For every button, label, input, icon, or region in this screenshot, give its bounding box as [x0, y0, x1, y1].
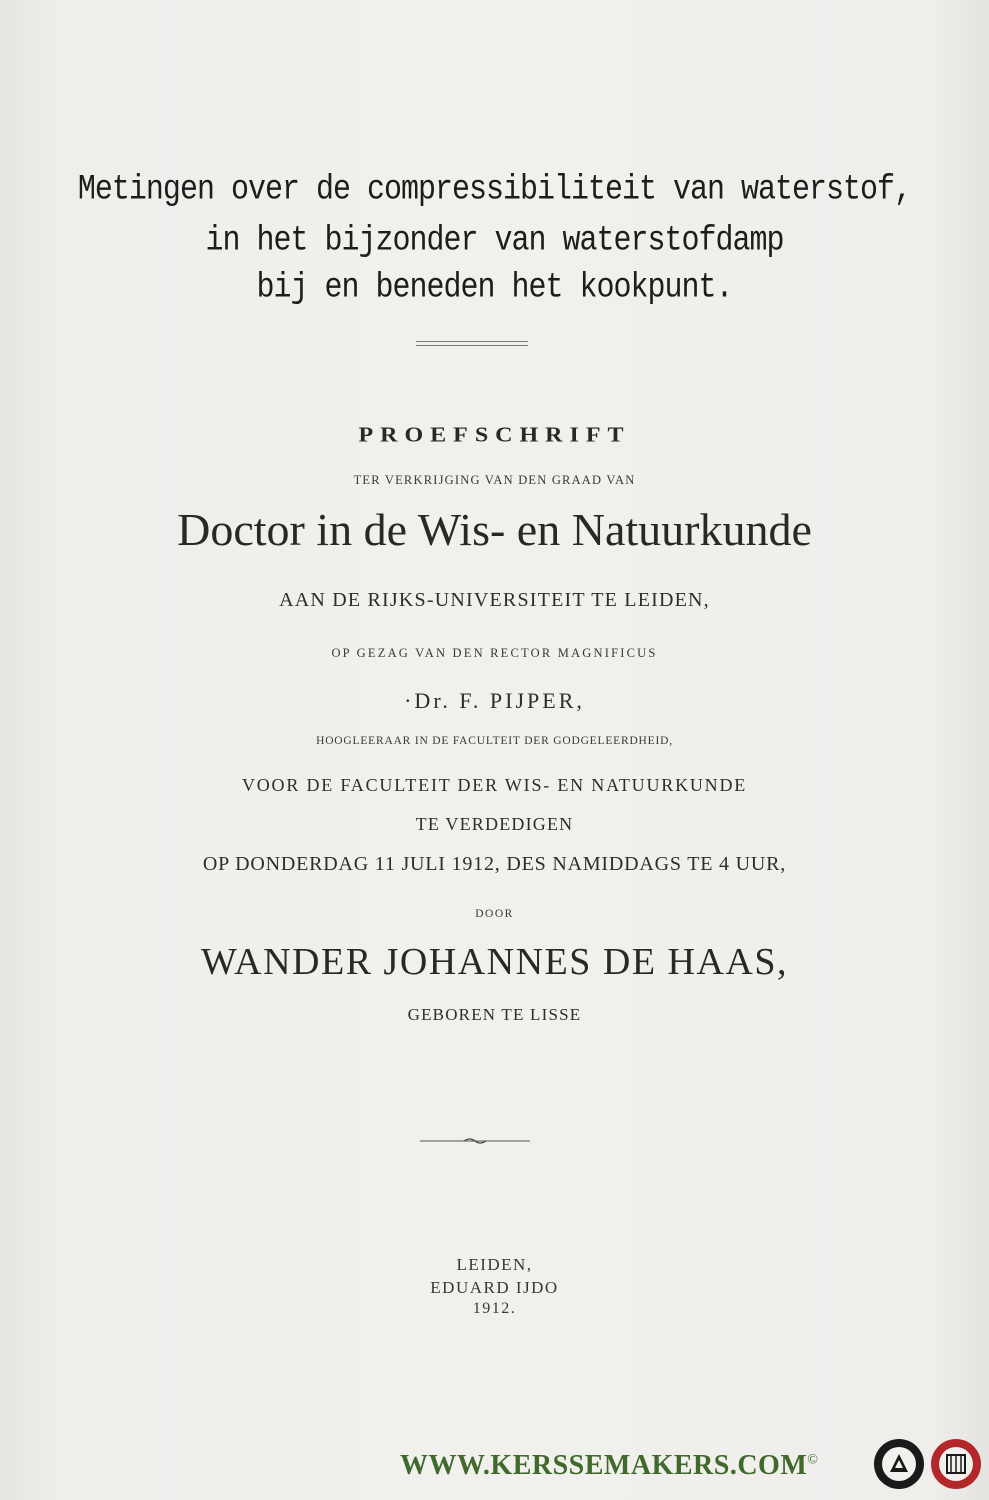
- rector-name: ·Dr. F. PIJPER,: [404, 688, 585, 713]
- publication-year: 1912.: [472, 1300, 517, 1317]
- publisher-city: LEIDEN,: [456, 1255, 533, 1274]
- watermark-site: [400, 1450, 818, 1482]
- title-line-2: in het bijzonder van waterstofdamp: [205, 220, 784, 262]
- watermark-url: WWW.KERSSEMAKERS.COM: [400, 1450, 808, 1481]
- rector-title: HOOGLEERAAR IN DE FACULTEIT DER GODGELEERDHEID,: [316, 735, 673, 747]
- university-line: AAN DE RIJKS-UNIVERSITEIT TE LEIDEN,: [279, 589, 710, 611]
- thesis-label: PROEFSCHRIFT: [358, 423, 631, 447]
- by-line: DOOR: [475, 908, 514, 920]
- title-line-1: Metingen over de compressibiliteit van waterstof,: [77, 169, 912, 211]
- birthplace-line: GEBOREN TE LISSE: [407, 1005, 582, 1024]
- booksellers-seal-icon: [873, 1438, 925, 1490]
- divider-rule: [416, 345, 528, 346]
- publisher-name: EDUARD IJDO: [430, 1278, 559, 1297]
- defend-line: TE VERDEDIGEN: [415, 814, 574, 834]
- author-name: WANDER JOHANNES DE HAAS,: [201, 941, 788, 983]
- degree-intro: TER VERKRIJGING VAN DEN GRAAD VAN: [353, 473, 636, 487]
- authority-intro: OP GEZAG VAN DEN RECTOR MAGNIFICUS: [331, 646, 658, 660]
- degree-title: Doctor in de Wis- en Natuurkunde: [177, 504, 812, 555]
- ornament-divider: [420, 1137, 530, 1145]
- title-line-3: bij en beneden het kookpunt.: [256, 267, 733, 309]
- divider-rule: [416, 341, 528, 342]
- copyright-mark: ©: [807, 1452, 819, 1468]
- antiquarian-seal-icon: [930, 1438, 982, 1490]
- date-line: OP DONDERDAG 11 JULI 1912, DES NAMIDDAGS TE 4 UUR,: [202, 853, 787, 875]
- faculty-line: VOOR DE FACULTEIT DER WIS- EN NATUURKUNDE: [241, 775, 748, 795]
